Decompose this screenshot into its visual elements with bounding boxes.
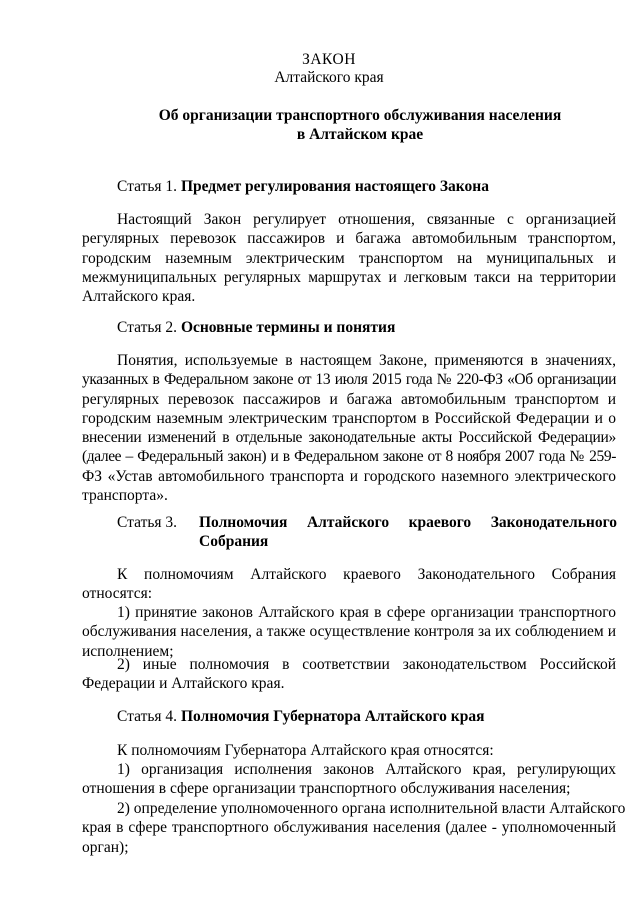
text-line: 2) определение уполномоченного органа исполнительной власти Алтайского (117, 800, 626, 817)
article1-text (82, 210, 616, 306)
doc-title: ЗАКОН (302, 51, 356, 68)
text-line: К полномочиям Губернатора Алтайского края относятся: (117, 742, 494, 759)
text-line: исполнением; (82, 642, 174, 660)
law-name (150, 106, 570, 145)
article-title: Полномочия Алтайского краевого Законодательного (199, 514, 617, 531)
article2-heading (117, 318, 395, 337)
article-label: Статья 4. (117, 708, 178, 725)
text-line: регулярных перевозок пассажиров и багажа автомобильным транспортом, (82, 230, 616, 248)
article-title: Предмет регулирования настоящего Закона (180, 178, 489, 195)
article-label: Статья 1. (117, 178, 178, 195)
text-line: (далее – Федеральный закон) и в Федеральном законе от 8 ноября 2007 года № 259- (82, 448, 616, 466)
article4-item1 (82, 760, 616, 799)
text-line: городским наземным электрическим транспортом в Российской Федерации и о (82, 409, 616, 427)
text-line: обслуживания населения, а также осуществление контроля за их соблюдением и (82, 623, 616, 641)
text-line: городским наземным электрическим транспортом на муниципальных и (82, 249, 616, 267)
article4-intro (82, 741, 616, 760)
text-line: указанных в Федеральном законе от 13 июля 2015 года № 220-ФЗ «Об организации (82, 371, 616, 389)
article4-item2 (82, 799, 626, 857)
law-name-line: Об организации транспортного обслуживания населения (158, 107, 562, 124)
article4-heading (117, 707, 485, 726)
text-line: Настоящий Закон регулирует отношения, связанные с организацией (117, 211, 616, 228)
text-line: отношения в сфере организации транспортного обслуживания населения; (82, 780, 571, 798)
text-line: 1) принятие законов Алтайского края в сфере организации транспортного (117, 604, 616, 621)
text-line: орган); (82, 838, 129, 856)
text-line: Понятия, используемые в настоящем Законе, применяются в значениях, (117, 352, 616, 369)
article1-heading (117, 177, 489, 196)
text-line: 2) иные полномочия в соответствии законодательством Российской (117, 656, 616, 673)
text-line: Алтайского края. (82, 288, 196, 306)
text-line: внесении изменений в отдельные законодательные акты Российской Федерации» (82, 429, 616, 447)
text-line: К полномочиям Алтайского краевого Законодательного Собрания (117, 566, 616, 583)
text-line: межмуниципальных регулярных маршрутах и легковым такси на территории (82, 268, 616, 286)
text-line: края в сфере транспортного обслуживания населения (далее - уполномоченный (82, 819, 616, 837)
article3-intro (82, 565, 616, 604)
article-title: Собрания (199, 533, 269, 550)
text-line: регулярных перевозок пассажиров и багажа автомобильным транспортом и (82, 390, 616, 408)
law-name-line: в Алтайском крае (296, 126, 424, 144)
text-line: транспорта». (82, 487, 168, 505)
article3-item1 (82, 603, 616, 661)
article-label: Статья 3. (117, 514, 178, 531)
article-title: Полномочия Губернатора Алтайского края (180, 708, 485, 725)
article3-item2 (82, 655, 616, 694)
article-title: Основные термины и понятия (180, 319, 396, 336)
text-line: Федерации и Алтайского края. (82, 675, 285, 693)
article2-text (82, 351, 616, 505)
doc-subtitle: Алтайского края (274, 69, 384, 86)
text-line: относятся: (82, 585, 153, 603)
text-line: 1) организация исполнения законов Алтайского края, регулирующих (117, 761, 616, 778)
text-line: ФЗ «Устав автомобильного транспорта и городского наземного электрического (82, 467, 616, 485)
article-label: Статья 2. (117, 319, 178, 336)
